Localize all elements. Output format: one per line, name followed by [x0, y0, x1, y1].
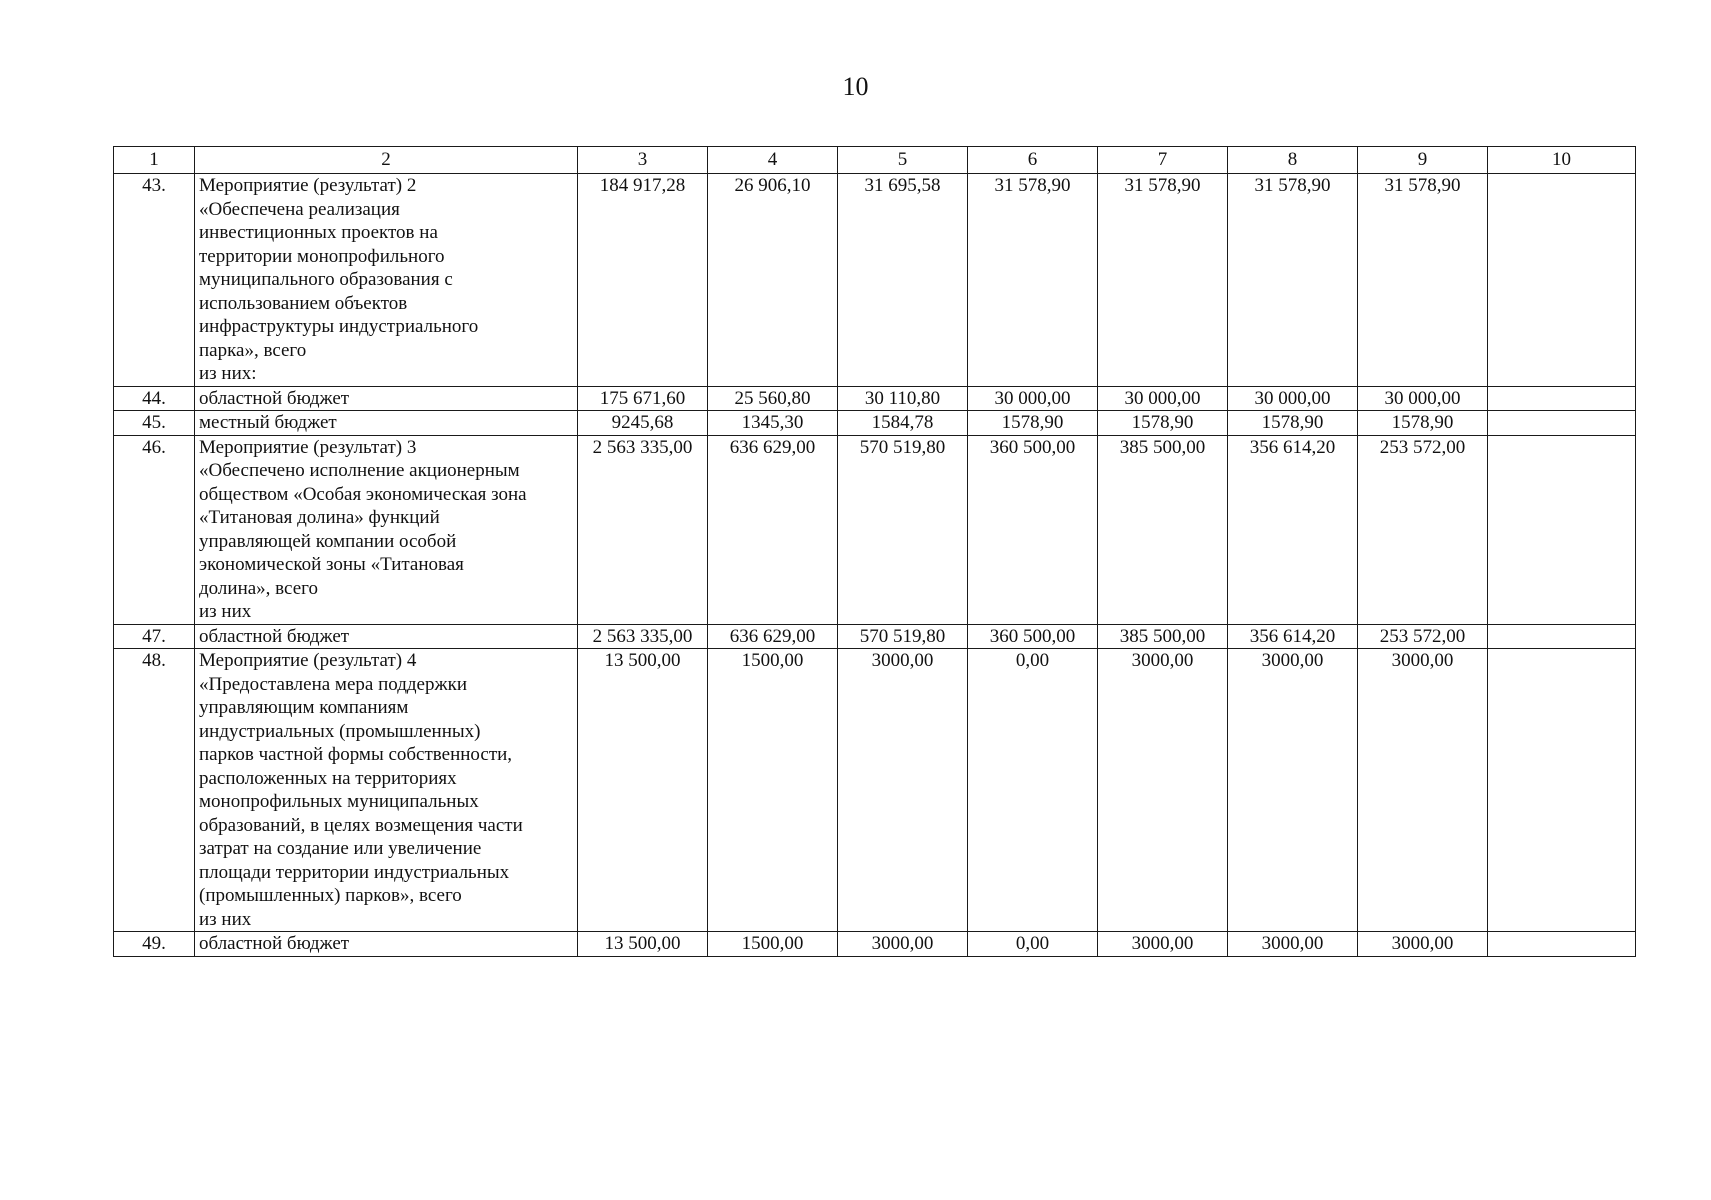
- item-name-cell: [195, 624, 578, 649]
- column-header: 5: [838, 147, 968, 174]
- column-header: 2: [195, 147, 578, 174]
- value-cell-col-5: 1584,78: [838, 411, 968, 436]
- value-cell-col-5: 570 519,80: [838, 624, 968, 649]
- value-cell-col-5: 31 695,58: [838, 174, 968, 387]
- column-header: 7: [1098, 147, 1228, 174]
- item-name-line: «Обеспечено исполнение акционерным: [199, 460, 520, 481]
- value-cell-col-3: 13 500,00: [578, 649, 708, 932]
- item-name-line: управляющей компании особой: [199, 530, 457, 552]
- value-cell-col-7: 1578,90: [1098, 411, 1228, 436]
- value-cell-col-3: 13 500,00: [578, 932, 708, 957]
- value-cell-col-7: 31 578,90: [1098, 174, 1228, 387]
- item-name-cell: [195, 435, 578, 624]
- column-header: 4: [708, 147, 838, 174]
- value-cell-col-8: 3000,00: [1228, 932, 1358, 957]
- item-name-cell: [195, 386, 578, 411]
- item-name-line: «Предоставлена мера поддержки: [199, 673, 467, 695]
- value-cell-col-8: 356 614,20: [1228, 435, 1358, 624]
- table-row: [114, 624, 1636, 649]
- item-name-line: обществом «Особая экономическая зона: [199, 483, 527, 505]
- column-header: 6: [968, 147, 1098, 174]
- item-name-line: Мероприятие (результат) 2: [199, 175, 417, 196]
- value-cell-col-5: 3000,00: [838, 932, 968, 957]
- value-cell-col-5: 30 110,80: [838, 386, 968, 411]
- item-name-line: областной бюджет: [199, 933, 350, 954]
- value-cell-col-4: 1500,00: [708, 649, 838, 932]
- item-name-line: парков частной формы собственности,: [199, 744, 513, 765]
- item-name-line: Мероприятие (результат) 4: [199, 650, 417, 671]
- row-number-cell: 48.: [114, 649, 195, 932]
- column-header: 1: [114, 147, 195, 174]
- value-cell-col-6: 360 500,00: [968, 624, 1098, 649]
- value-cell-col-4: 1500,00: [708, 932, 838, 957]
- table-row: [114, 411, 1636, 436]
- value-cell-col-6: 360 500,00: [968, 435, 1098, 624]
- item-name-line: областной бюджет: [199, 625, 350, 647]
- value-cell-col-8: 3000,00: [1228, 649, 1358, 932]
- item-name-line: областной бюджет: [199, 387, 350, 409]
- item-name-line: управляющим компаниям: [199, 697, 409, 718]
- column-header: 10: [1488, 147, 1636, 174]
- column-header: 8: [1228, 147, 1358, 174]
- value-cell-col-10: [1488, 624, 1636, 649]
- row-number-cell: 49.: [114, 932, 195, 957]
- value-cell-col-4: 636 629,00: [708, 435, 838, 624]
- item-name-line: индустриальных (промышленных): [199, 720, 481, 742]
- value-cell-col-3: 9245,68: [578, 411, 708, 436]
- value-cell-col-8: 1578,90: [1228, 411, 1358, 436]
- value-cell-col-6: 1578,90: [968, 411, 1098, 436]
- value-cell-col-6: 30 000,00: [968, 386, 1098, 411]
- item-name-line: муниципального образования с: [199, 269, 453, 290]
- budget-table: [113, 146, 1636, 957]
- row-number-cell: 46.: [114, 435, 195, 624]
- item-name-line: площади территории индустриальных: [199, 861, 510, 883]
- value-cell-col-10: [1488, 435, 1636, 624]
- value-cell-col-9: 253 572,00: [1358, 435, 1488, 624]
- item-name-cell: [195, 649, 578, 932]
- item-name-line: местный бюджет: [199, 412, 337, 433]
- table-row: [114, 435, 1636, 624]
- item-name-line: из них:: [199, 363, 257, 384]
- value-cell-col-4: 636 629,00: [708, 624, 838, 649]
- table-row: [114, 386, 1636, 411]
- value-cell-col-4: 25 560,80: [708, 386, 838, 411]
- item-name-line: инфраструктуры индустриального: [199, 316, 479, 337]
- item-name-line: расположенных на территориях: [199, 767, 457, 789]
- value-cell-col-5: 570 519,80: [838, 435, 968, 624]
- value-cell-col-10: [1488, 174, 1636, 387]
- column-header: 3: [578, 147, 708, 174]
- item-name-line: монопрофильных муниципальных: [199, 791, 479, 812]
- table-row: [114, 174, 1636, 387]
- item-name-line: Мероприятие (результат) 3: [199, 436, 417, 458]
- value-cell-col-9: 31 578,90: [1358, 174, 1488, 387]
- column-header-row: [114, 147, 1636, 174]
- item-name-cell: [195, 932, 578, 957]
- column-header: 9: [1358, 147, 1488, 174]
- value-cell-col-9: 1578,90: [1358, 411, 1488, 436]
- item-name-cell: [195, 174, 578, 387]
- value-cell-col-6: 0,00: [968, 649, 1098, 932]
- value-cell-col-3: 184 917,28: [578, 174, 708, 387]
- item-name-cell: [195, 411, 578, 436]
- value-cell-col-7: 3000,00: [1098, 649, 1228, 932]
- value-cell-col-10: [1488, 932, 1636, 957]
- item-name-line: образований, в целях возмещения части: [199, 814, 523, 836]
- item-name-line: из них: [199, 601, 252, 622]
- value-cell-col-3: 2 563 335,00: [578, 435, 708, 624]
- value-cell-col-8: 30 000,00: [1228, 386, 1358, 411]
- row-number-cell: 43.: [114, 174, 195, 387]
- value-cell-col-7: 3000,00: [1098, 932, 1228, 957]
- value-cell-col-9: 30 000,00: [1358, 386, 1488, 411]
- value-cell-col-9: 253 572,00: [1358, 624, 1488, 649]
- value-cell-col-8: 356 614,20: [1228, 624, 1358, 649]
- item-name-line: территории монопрофильного: [199, 245, 445, 267]
- item-name-line: долина», всего: [199, 577, 318, 599]
- value-cell-col-5: 3000,00: [838, 649, 968, 932]
- table-body: [114, 147, 1636, 957]
- row-number-cell: 47.: [114, 624, 195, 649]
- item-name-line: затрат на создание или увеличение: [199, 838, 482, 859]
- value-cell-col-10: [1488, 649, 1636, 932]
- row-number-cell: 45.: [114, 411, 195, 436]
- item-name-line: (промышленных) парков», всего: [199, 885, 462, 906]
- item-name-line: инвестиционных проектов на: [199, 222, 438, 243]
- item-name-line: «Титановая долина» функций: [199, 507, 440, 528]
- item-name-line: из них: [199, 908, 252, 930]
- item-name-line: парка», всего: [199, 339, 307, 361]
- value-cell-col-3: 2 563 335,00: [578, 624, 708, 649]
- value-cell-col-10: [1488, 411, 1636, 436]
- value-cell-col-7: 385 500,00: [1098, 624, 1228, 649]
- value-cell-col-7: 30 000,00: [1098, 386, 1228, 411]
- item-name-line: использованием объектов: [199, 292, 408, 314]
- value-cell-col-6: 0,00: [968, 932, 1098, 957]
- value-cell-col-4: 26 906,10: [708, 174, 838, 387]
- row-number-cell: 44.: [114, 386, 195, 411]
- value-cell-col-4: 1345,30: [708, 411, 838, 436]
- table-row: [114, 649, 1636, 932]
- value-cell-col-7: 385 500,00: [1098, 435, 1228, 624]
- item-name-line: экономической зоны «Титановая: [199, 554, 464, 575]
- page-number: 10: [842, 72, 869, 101]
- value-cell-col-6: 31 578,90: [968, 174, 1098, 387]
- value-cell-col-8: 31 578,90: [1228, 174, 1358, 387]
- value-cell-col-9: 3000,00: [1358, 649, 1488, 932]
- value-cell-col-10: [1488, 386, 1636, 411]
- item-name-line: «Обеспечена реализация: [199, 198, 400, 220]
- value-cell-col-9: 3000,00: [1358, 932, 1488, 957]
- value-cell-col-3: 175 671,60: [578, 386, 708, 411]
- table-row: [114, 932, 1636, 957]
